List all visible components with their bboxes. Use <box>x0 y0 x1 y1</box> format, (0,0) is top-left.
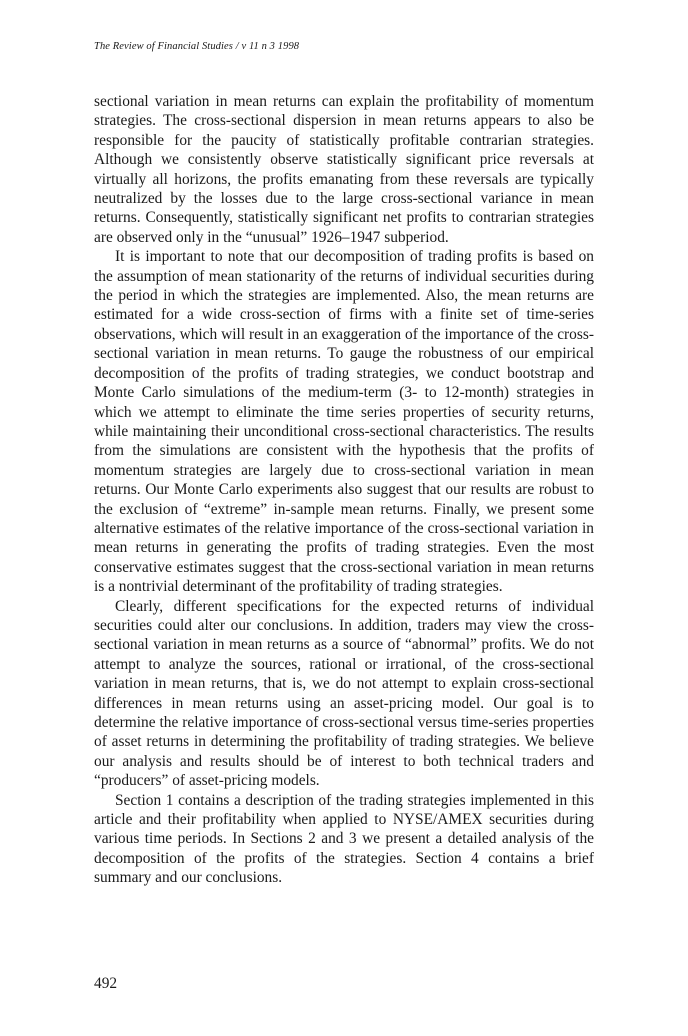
page-number: 492 <box>94 975 118 992</box>
paragraph-continuation: sectional variation in mean returns can explain the profitability of momentum strategies. The cross-sectional dispersion in mean returns appears to also be responsible for the paucity of statistically profitable contrarian strategies. Although we consistently observe statistically significant price reversals at virtually all horizons, the profits emanating from these reversals are typically neutralized by the losses due to the large cross-sectional variance in mean returns. Consequently, statistically significant net profits to contrarian strategies are observed only in the “unusual” 1926–1947 subperiod. <box>94 93 594 246</box>
paragraph-decomposition-assumptions: It is important to note that our decomposition of trading profits is based on the assumption of mean stationarity of the returns of individual securities during the period in which the strategies are implemented. Also, the mean returns are estimated for a wide cross-section of firms with a finite set of time-series observations, which will result in an exaggeration of the importance of the cross-sectional variation in mean returns. To gauge the robustness of our empirical decomposition of the profits of trading strategies, we conduct bootstrap and Monte Carlo simulations of the medium-term (3- to 12-month) strategies in which we attempt to eliminate the time series properties of security returns, while maintaining their unconditional cross-sectional characteristics. The results from the simulations are consistent with the hypothesis that the profits of momentum strategies are largely due to cross-sectional variation in mean returns. Our Monte Carlo experiments also suggest that our results are robust to the exclusion of “extreme” in-sample mean returns. Finally, we present some alternative estimates of the relative importance of the cross-sectional variation in mean returns in generating the profits of trading strategies. Even the most conservative estimates suggest that the cross-sectional variation in mean returns is a nontrivial determinant of the profitability of trading strategies. <box>94 248 594 596</box>
paragraph-specifications: Clearly, different specifications for the expected returns of individual securities could alter our conclusions. In addition, traders may view the cross-sectional variation in mean returns as a source of “abnormal” profits. We do not attempt to analyze the sources, rational or irrational, of the cross-sectional variation in mean returns, that is, we do not attempt to explain cross-sectional differences in mean returns using an asset-pricing model. Our goal is to determine the relative importance of cross-sectional versus time-series properties of asset returns in determining the profitability of trading strategies. We believe our analysis and results should be of interest to both technical traders and “producers” of asset-pricing models. <box>94 597 594 790</box>
body-text <box>94 92 594 888</box>
paragraph-article-outline: Section 1 contains a description of the trading strategies implemented in this article and their profitability when applied to NYSE/AMEX securities during various time periods. In Sections 2 and 3 we present a detailed analysis of the decomposition of the profits of the strategies. Section 4 contains a brief summary and our conclusions. <box>94 791 594 887</box>
running-head: The Review of Financial Studies / v 11 n 3 1998 <box>94 41 300 52</box>
